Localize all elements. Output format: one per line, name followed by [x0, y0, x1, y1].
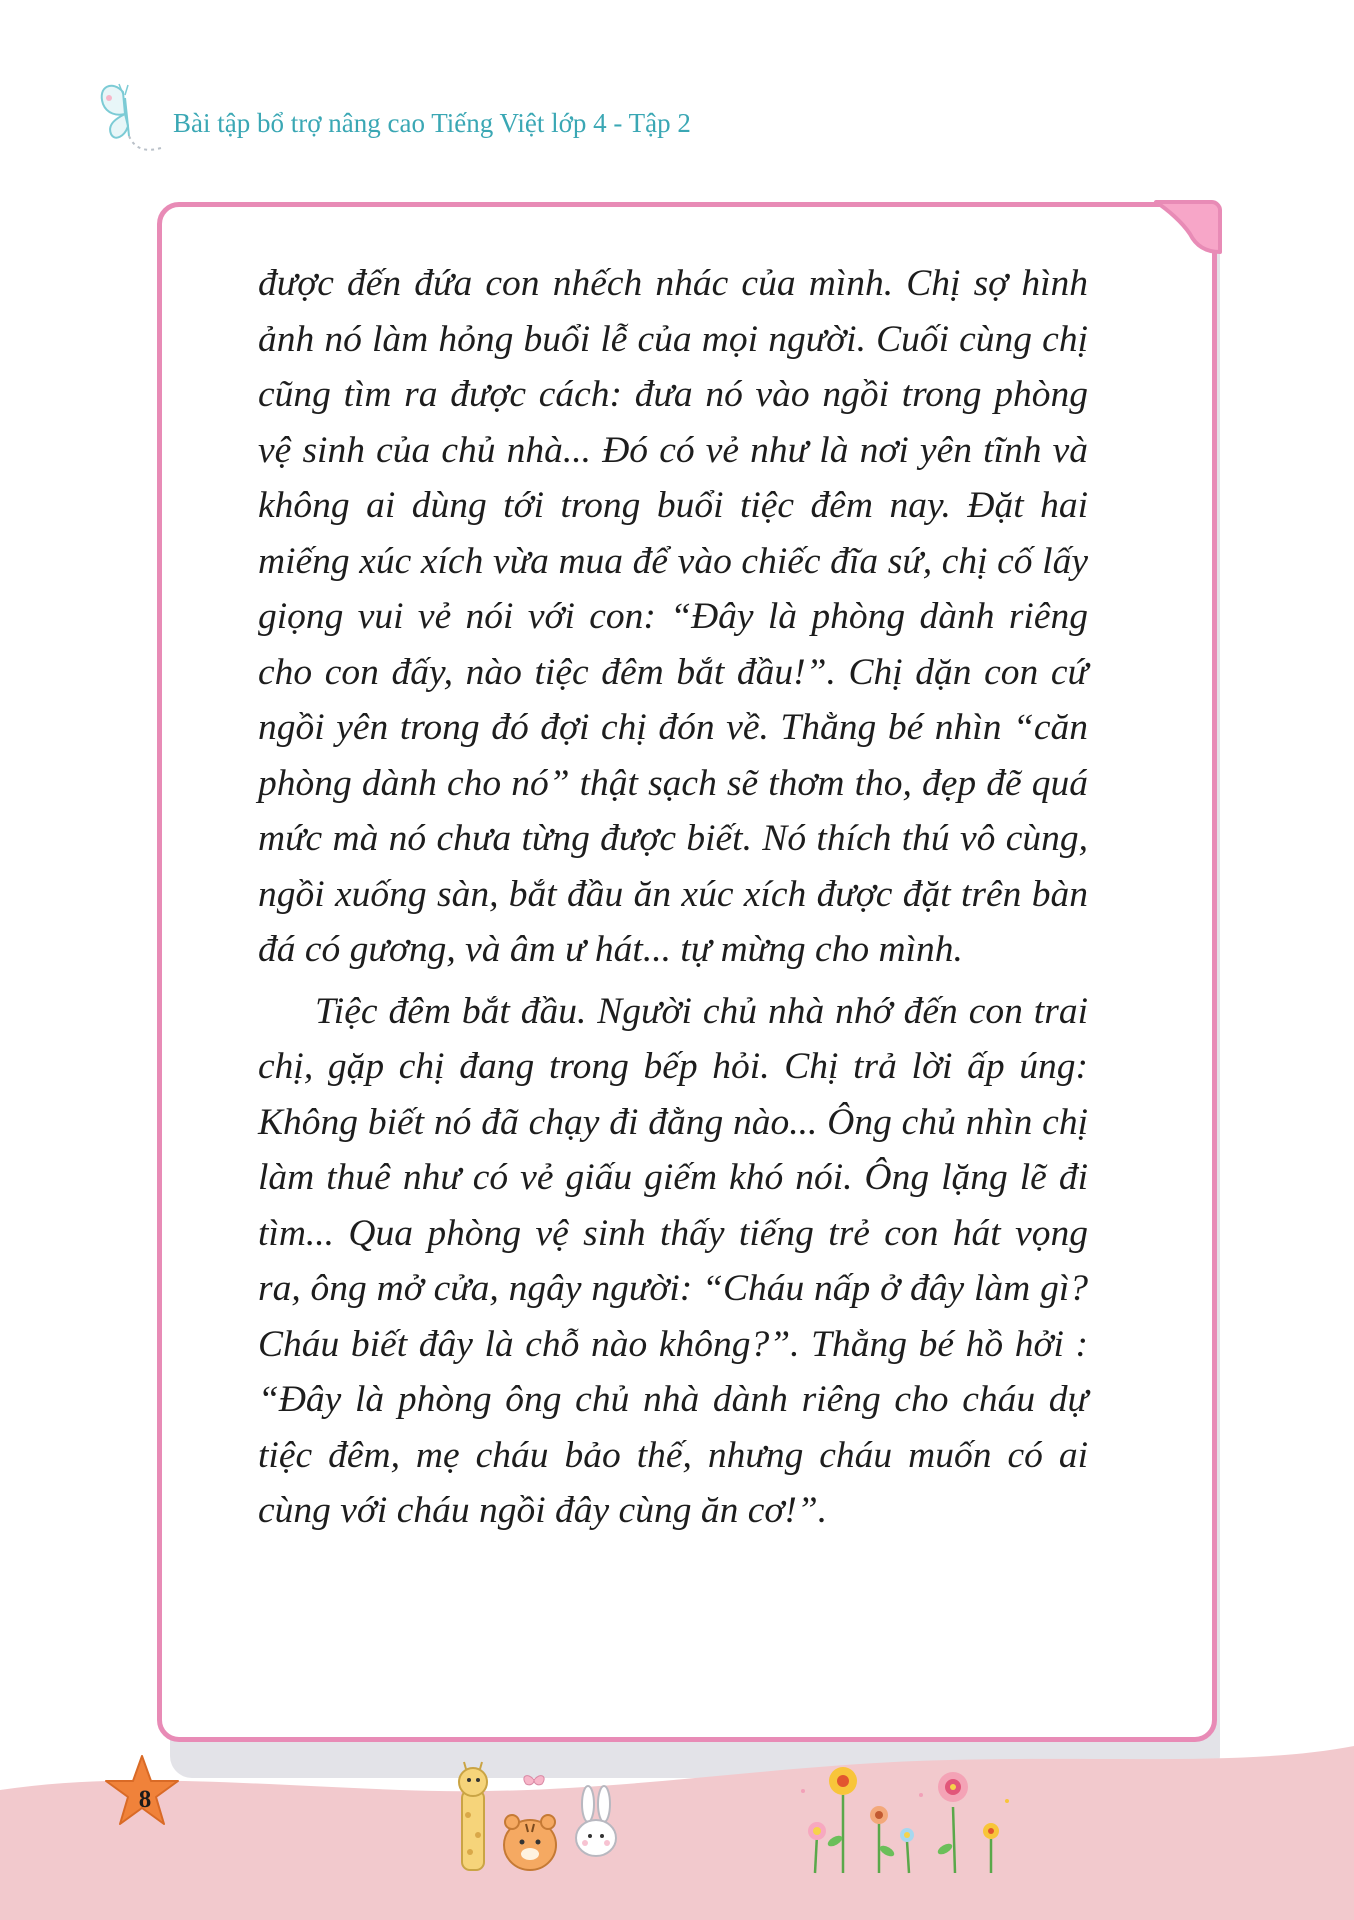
paragraph: được đến đứa con nhếch nhác của mình. Chị sợ hình ảnh nó làm hỏng buổi lễ của mọi người. Cuối cùng chị cũng tìm ra được cách: đưa nó vào ngồi trong phòng vệ sinh của chủ nhà... Đó có vẻ như là nơi yên tĩnh và không ai dùng tới trong buổi tiệc đêm nay. Đặt hai miếng xúc xích vừa mua để vào chiếc đĩa sứ, chị cố lấy giọng vui vẻ nói với con: “Đây là phòng dành riêng cho con đấy, nào tiệc đêm bắt đầu!”. Chị dặn con cứ ngồi yên trong đó đợi chị đón về. Thằng bé nhìn “căn phòng dành cho nó” thật sạch sẽ thơm tho, đẹp đẽ quá mức mà nó chưa từng được biết. Nó thích thú vô cùng, ngồi xuống sàn, bắt đầu ăn xúc xích được đặt trên bàn đá có gương, và âm ư hát... tự mừng cho mình.: [258, 263, 1088, 970]
rabbit-icon: [576, 1786, 616, 1856]
tiger-icon: [504, 1815, 556, 1870]
flower-icon: [808, 1822, 826, 1840]
flowers-illustration: [795, 1755, 1015, 1875]
butterfly-icon: [95, 80, 175, 160]
story-text: [258, 256, 1088, 1545]
flower-icon: [983, 1823, 999, 1839]
header-title: Bài tập bổ trợ nâng cao Tiếng Việt lớp 4 - Tập 2: [173, 108, 691, 138]
page-number: 8: [138, 1786, 152, 1813]
page-curl-decoration: [1150, 196, 1226, 260]
flower-icon: [829, 1767, 857, 1795]
footer-wave: [0, 1720, 1354, 1920]
page-header: [95, 80, 795, 160]
flower-icon: [870, 1806, 888, 1824]
giraffe-icon: [459, 1762, 487, 1870]
animals-illustration: [448, 1760, 623, 1880]
flower-icon: [938, 1772, 968, 1802]
paragraph: Tiệc đêm bắt đầu. Người chủ nhà nhớ đến con trai chị, gặp chị đang trong bếp hỏi. Chị trả lời ấp úng: Không biết nó đã chạy đi đằng nào... Ông chủ nhìn chị làm thuê như có vẻ giấu giếm khó nói. Ông lặng lẽ đi tìm... Qua phòng vệ sinh thấy tiếng trẻ con hát vọng ra, ông mở cửa, ngây người: “Cháu nấp ở đây làm gì? Cháu biết đây là chỗ nào không?”. Thằng bé hồ hởi : “Đây là phòng ông chủ nhà dành riêng cho cháu dự tiệc đêm, mẹ cháu bảo thế, nhưng cháu muốn có ai cùng với cháu ngồi đây cùng ăn cơ!”.: [258, 990, 1088, 1531]
flower-icon: [900, 1828, 914, 1842]
